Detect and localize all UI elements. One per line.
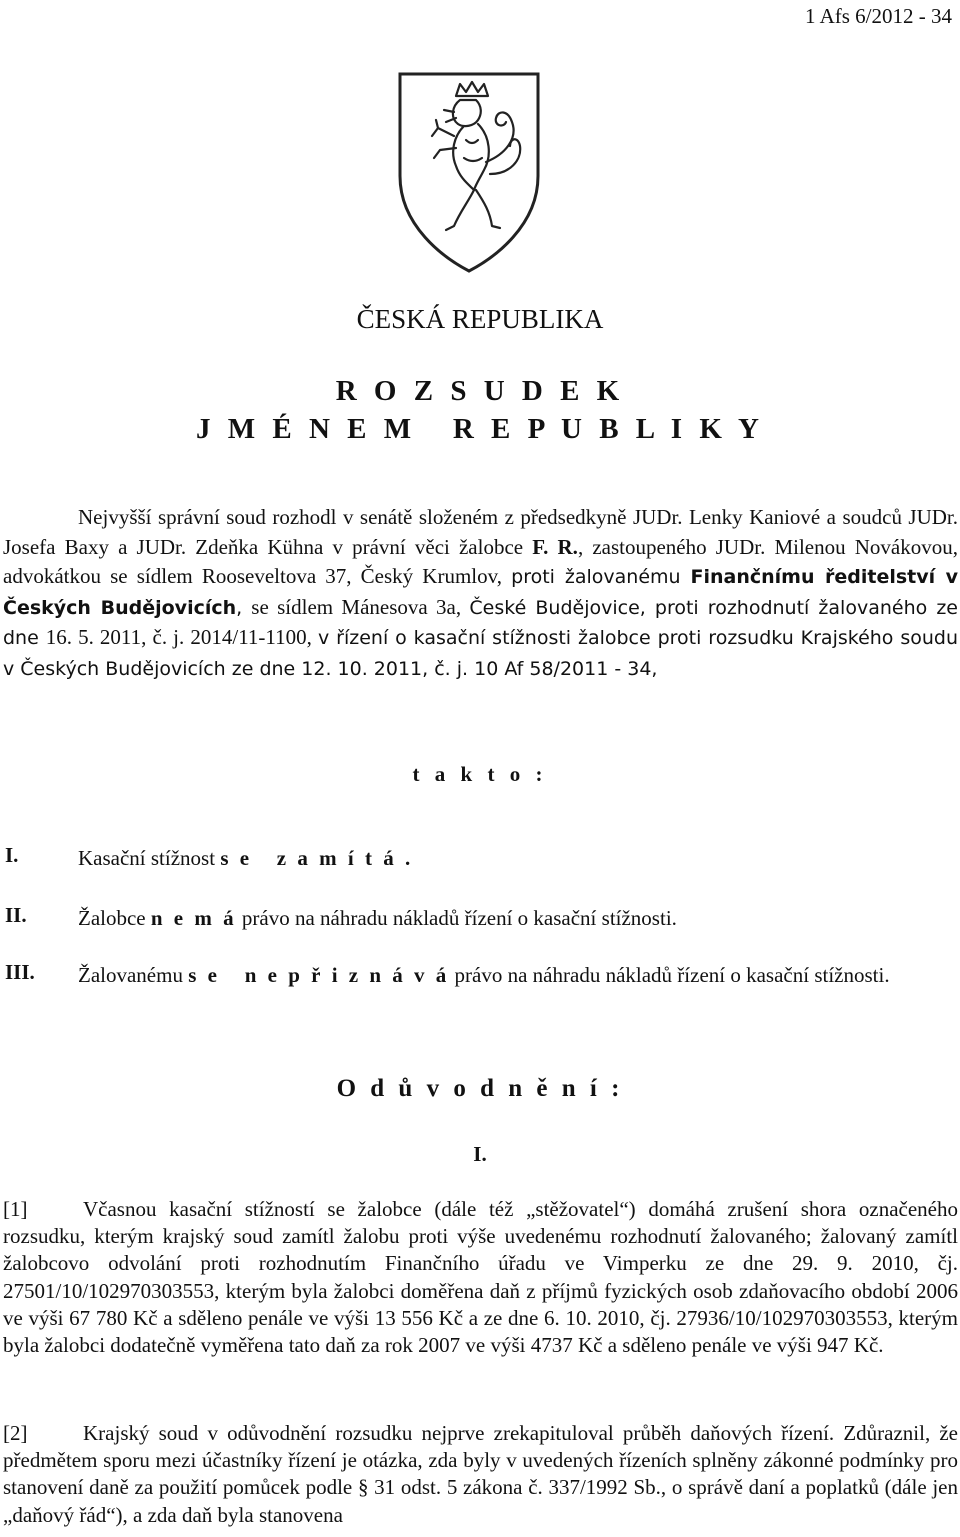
ruling-heading: t a k t o : <box>412 762 548 786</box>
ruling-emphasis: s e n e p ř i z n á v á <box>188 963 450 987</box>
ruling-text: Žalobce <box>78 906 151 930</box>
verdict-heading: R O Z S U D E K <box>335 375 625 407</box>
file-number: 1 Afs 6/2012 - 34 <box>805 4 952 28</box>
intro-text: , zastoupeného JUDr. Milenou Novákovou, advokátkou se sídlem Rooseveltova 37, Český Krumlov, <box>3 534 958 589</box>
intro-text: v řízení o kasační stížnosti žalobce proti rozsudku Krajského soudu v Českých Budějovicích ze dne 12. 10. 2011, č. j. 10 Af 58/2011 - 34, <box>3 627 958 680</box>
defendant-name: Finančnímu ředitelství v Českých Budějovicích <box>3 566 959 619</box>
part-heading: I. <box>473 1142 487 1166</box>
ruling-emphasis: n e m á <box>150 906 237 930</box>
ruling-item <box>78 960 958 990</box>
intro-text: Nejvyšší správní soud rozhodl v senátě složeném z předsedkyně JUDr. Lenky Kaniové a soudců JUDr. Josefa Baxy a JUDr. Zdeňka Kühna v právní věci žalobce <box>3 505 958 559</box>
paragraph-text: 31 odst. 5 zákona č. 337/1992 Sb., o správě daní a poplatků (dále jen „daňový řád“), a zda daň byla stanovena <box>3 1475 958 1527</box>
intro-text: proti žalovanému <box>511 566 691 589</box>
reasoning-paragraph-1 <box>3 1196 958 1359</box>
ruling-emphasis: s e z a m í t á . <box>220 846 414 870</box>
paragraph-text: Včasnou kasační stížností se žalobce (dále též „stěžovatel“) domáhá zrušení shora označeného rozsudku, kterým krajský soud zamítl žalobu proti výše uvedenému rozhodnutí žalovaného; žalovaný zamítl žalobcovo odvolání proti rozhodnutím Finančního úřadu ve Vimperku ze dne 29. 9. 2010, čj. 27501/10/102970303553, kterým byla žalobci doměřena daň z příjmů fyzických osob zdaňovacího období 2006 ve výši 67 780 Kč a sděleno penále ve výši 13 556 Kč a ze dne 6. 10. 2010, čj. 27936/10/102970303553, kterým byla žalobci dodatečně vyměřena tato daň za rok 2007 ve výši 4737 Kč a sděleno penále ve výši 947 Kč. <box>3 1197 958 1358</box>
ruling-text: Žalovanému <box>78 963 189 987</box>
reasoning-paragraph-2 <box>3 1420 958 1529</box>
ruling-text: právo na náhradu nákladů řízení o kasační stížnosti. <box>236 906 677 930</box>
ruling-item <box>78 843 958 873</box>
verdict-title <box>0 372 960 448</box>
in-name-heading: J M É N E M R E P U B L I K Y <box>195 413 764 445</box>
intro-text: , <box>236 596 252 619</box>
paragraph-text: Krajský soud v odůvodnění rozsudku nejprve zrekapituloval průběh daňových řízení. Zdůraznil, že předmětem sporu mezi účastníky řízení je otázka, zda byly v uvedených řízeních splněny zákonné podmínky pro stanovení daně za použití pomůcek podle <box>3 1421 958 1500</box>
ruling-item <box>78 903 958 933</box>
state-name: ČESKÁ REPUBLIKA <box>356 304 604 334</box>
ruling-number: I. <box>5 843 19 867</box>
ruling-text: právo na náhradu nákladů řízení o kasační stížnosti. <box>449 963 890 987</box>
ruling-number: II. <box>5 903 27 927</box>
coat-of-arms-icon <box>394 66 544 276</box>
reasoning-heading: O d ů v o d n ě n í : <box>336 1075 624 1102</box>
intro-paragraph <box>3 503 958 685</box>
intro-text: se sídlem Mánesova 3a, <box>251 594 470 619</box>
ruling-number: III. <box>5 960 35 984</box>
plaintiff-name: F. R. <box>532 534 578 559</box>
paragraph-number: [1] <box>3 1197 28 1221</box>
paragraph-number: [2] <box>3 1421 28 1445</box>
ruling-text: Kasační stížnost <box>78 846 221 870</box>
section-sign: § <box>357 1475 369 1500</box>
intro-text: České Budějovice, proti rozhodnutí žalovaného ze dne <box>3 596 958 650</box>
intro-text: 16. 5. 2011, č. j. 2014/11-1100, <box>45 625 319 650</box>
